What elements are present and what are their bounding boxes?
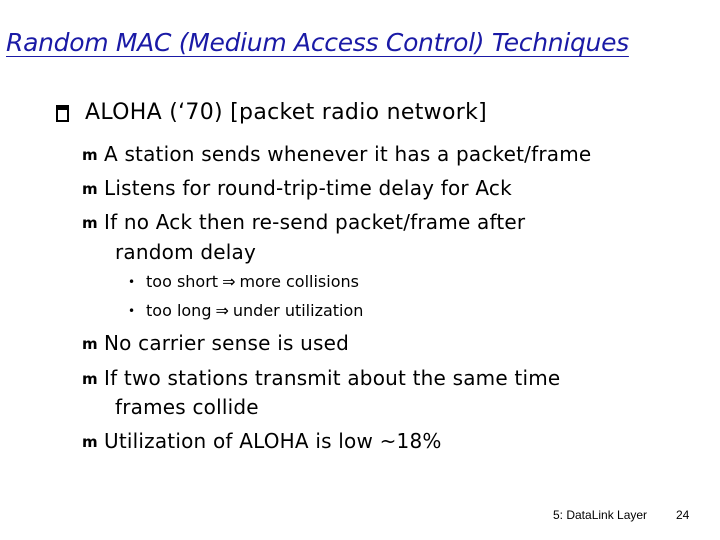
list-item [82, 176, 512, 200]
list-item [82, 429, 442, 453]
sub-item-after: under utilization [232, 301, 364, 320]
list-item-continuation: random delay [115, 240, 256, 264]
slide-title: Random MAC (Medium Access Control) Techniques [6, 28, 629, 57]
list-item-continuation: frames collide [115, 395, 259, 419]
list-item-text: Listens for round-trip-time delay for Ack [104, 176, 512, 200]
list-item [82, 142, 591, 166]
list-item-text: If two stations transmit about the same time [104, 366, 561, 390]
bullet-icon: m [82, 146, 98, 164]
bullet-icon: m [82, 370, 98, 388]
box-bullet-icon [56, 108, 69, 122]
footer-section: 5: DataLink Layer [553, 508, 648, 522]
dot-bullet-icon: • [128, 275, 136, 289]
page-number: 24 [676, 508, 690, 522]
main-bullet-text: ALOHA (‘70) [packet radio network] [85, 100, 487, 125]
dot-bullet-icon: • [128, 304, 136, 318]
bullet-icon: m [82, 180, 98, 198]
sub-item-after: more collisions [239, 272, 359, 291]
list-item-text: If no Ack then re-send packet/frame after [104, 210, 526, 234]
list-item-text: Utilization of ALOHA is low ~18% [104, 429, 442, 453]
list-item-text: A station sends whenever it has a packet/frame [104, 142, 592, 166]
sub-list-item [128, 272, 359, 291]
list-item-text: No carrier sense is used [104, 331, 350, 355]
sub-item-before: too short [146, 272, 219, 291]
list-item [82, 366, 560, 390]
sub-list-item [128, 301, 363, 320]
list-item [82, 210, 525, 234]
sub-item-before: too long [146, 301, 212, 320]
list-item [82, 331, 349, 355]
implies-arrow-icon: ⇒ [222, 272, 236, 291]
implies-arrow-icon: ⇒ [215, 301, 229, 320]
main-bullet [56, 100, 487, 125]
bullet-icon: m [82, 214, 98, 232]
bullet-icon: m [82, 433, 98, 451]
bullet-icon: m [82, 335, 98, 353]
